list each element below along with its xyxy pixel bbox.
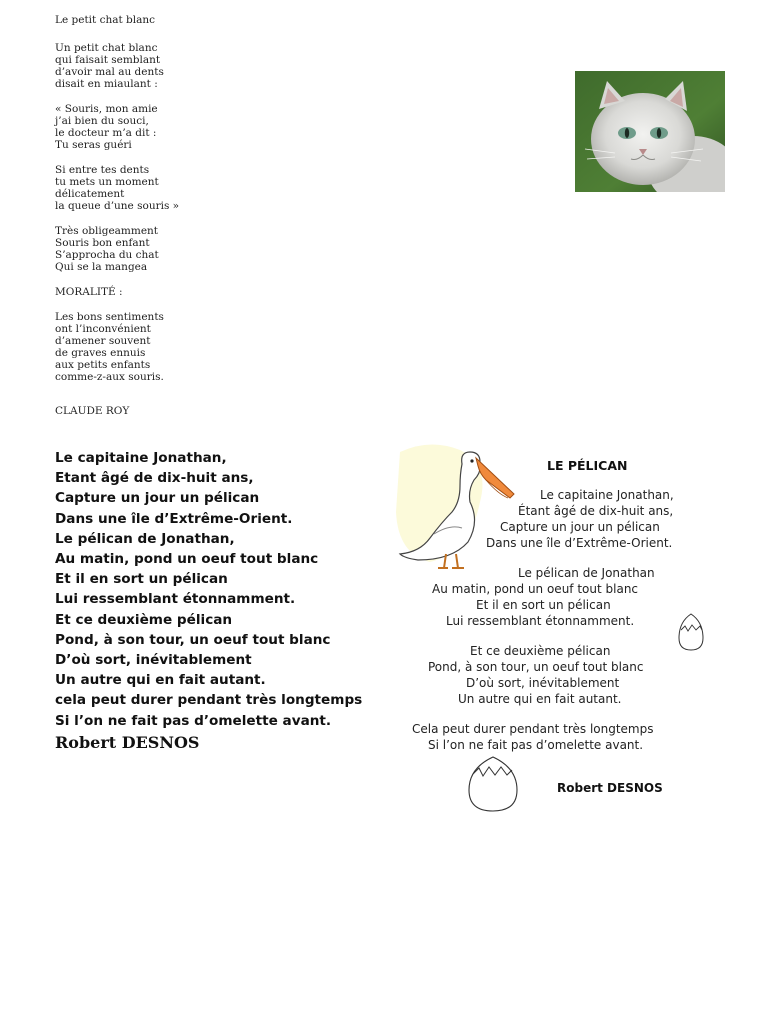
poem-line: cela peut durer pendant très longtemps xyxy=(55,692,363,709)
poem-line: ont l’inconvénient xyxy=(55,323,151,335)
poem-line: disait en miaulant : xyxy=(55,78,158,90)
stanza xyxy=(55,103,315,151)
poem-line: Si l’on ne fait pas d’omelette avant. xyxy=(55,712,332,729)
poem-line: Le capitaine Jonathan, xyxy=(55,450,227,466)
moral-stanza xyxy=(55,311,315,383)
poem-line: Le pélican de Jonathan, xyxy=(55,530,235,547)
stanza xyxy=(55,164,315,212)
card-line: Capture un jour un pélican xyxy=(500,520,660,534)
poem-line: tu mets un moment xyxy=(55,176,159,188)
pelican-illustration-card xyxy=(390,442,720,822)
card-line: Le capitaine Jonathan, xyxy=(540,488,674,502)
card-line: Et il en sort un pélican xyxy=(476,598,611,612)
poem-line: d’avoir mal au dents xyxy=(55,66,164,78)
poem-line: aux petits enfants xyxy=(55,359,151,371)
poem-line: Si entre tes dents xyxy=(55,164,150,176)
card-line: Le pélican de Jonathan xyxy=(518,566,655,580)
card-line: Dans une île d’Extrême-Orient. xyxy=(486,536,673,550)
card-line: D’où sort, inévitablement xyxy=(466,676,620,690)
poem-line: Lui ressemblant étonnamment. xyxy=(55,591,296,608)
poem-line: Très obligeamment xyxy=(55,225,159,237)
card-line: Cela peut durer pendant très longtemps xyxy=(412,722,654,736)
poem-line: Dans une île d’Extrême-Orient. xyxy=(55,510,293,527)
poem-line: Un autre qui en fait autant. xyxy=(55,672,266,689)
poem-line: Les bons sentiments xyxy=(55,311,164,323)
poem-line: la queue d’une souris » xyxy=(55,200,180,212)
card-line: Si l’on ne fait pas d’omelette avant. xyxy=(428,738,644,752)
moral-heading: MORALITÉ : xyxy=(55,286,123,298)
egg-icon xyxy=(465,754,521,814)
cat-photo xyxy=(575,71,725,192)
card-line: Pond, à son tour, un oeuf tout blanc xyxy=(428,660,644,674)
poem-line: de graves ennuis xyxy=(55,347,146,359)
poem-pelican-bold xyxy=(55,448,375,753)
poem-line: Tu seras guéri xyxy=(55,139,132,151)
card-line: Un autre qui en fait autant. xyxy=(458,692,622,706)
card-line: Étant âgé de dix-huit ans, xyxy=(518,504,674,518)
poem-line: délicatement xyxy=(55,188,125,200)
stanza xyxy=(55,225,315,273)
poem-line: Qui se la mangea xyxy=(55,261,148,273)
card-line: Et ce deuxième pélican xyxy=(470,644,611,658)
poem-chat-blanc xyxy=(55,14,315,417)
poem-line: « Souris, mon amie xyxy=(55,103,158,115)
stanza xyxy=(55,42,315,90)
card-author: Robert DESNOS xyxy=(557,781,663,795)
card-title: LE PÉLICAN xyxy=(547,458,628,473)
poem-author: CLAUDE ROY xyxy=(55,405,130,417)
poem-line: qui faisait semblant xyxy=(55,54,161,66)
egg-icon xyxy=(677,612,705,652)
poem-line: j’ai bien du souci, xyxy=(55,115,149,127)
poem-line: Souris bon enfant xyxy=(55,237,150,249)
poem-line: Capture un jour un pélican xyxy=(55,490,260,507)
poem-line: S’approcha du chat xyxy=(55,249,159,261)
poem-author: Robert DESNOS xyxy=(55,732,200,752)
pelican-icon xyxy=(390,442,520,572)
poem-line: Un petit chat blanc xyxy=(55,42,158,54)
poem-line: le docteur m’a dit : xyxy=(55,127,157,139)
poem-line: d’amener souvent xyxy=(55,335,151,347)
poem-line: Etant âgé de dix-huit ans, xyxy=(55,470,254,487)
poem-line: Et il en sort un pélican xyxy=(55,571,228,588)
poem-line: D’où sort, inévitablement xyxy=(55,652,252,669)
poem-line: Pond, à son tour, un oeuf tout blanc xyxy=(55,631,331,648)
card-line: Lui ressemblant étonnamment. xyxy=(446,614,635,628)
poem-title: Le petit chat blanc xyxy=(55,14,156,26)
card-line: Au matin, pond un oeuf tout blanc xyxy=(432,582,639,596)
poem-line: Et ce deuxième pélican xyxy=(55,611,233,628)
poem-line: Au matin, pond un oeuf tout blanc xyxy=(55,551,319,568)
poem-line: comme-z-aux souris. xyxy=(55,371,164,383)
